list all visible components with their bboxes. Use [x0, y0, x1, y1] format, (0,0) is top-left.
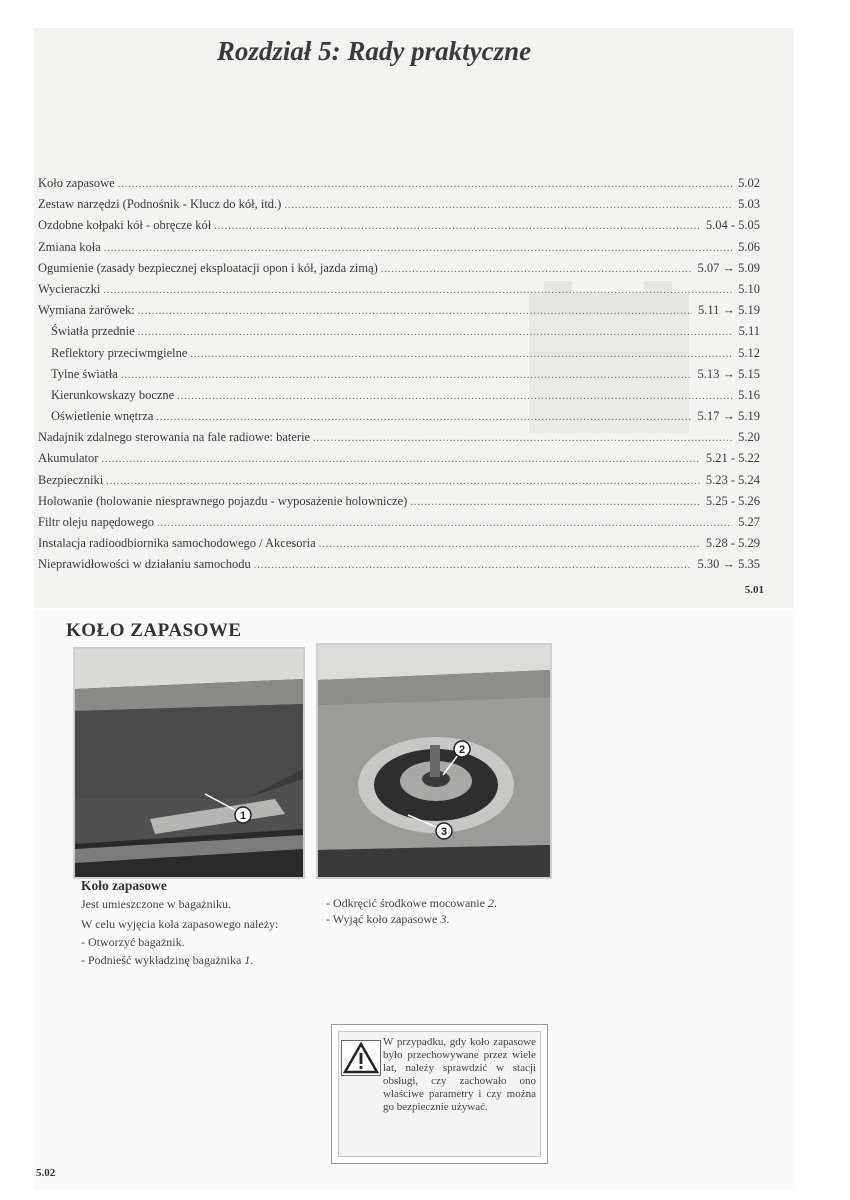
toc-entry-label: Nieprawidłowości w działaniu samochodu	[38, 557, 251, 572]
callout-3-label: 3	[440, 826, 448, 838]
chapter-title: Rozdział 5: Rady praktyczne	[216, 36, 532, 66]
toc-leader-dots	[313, 433, 732, 444]
toc-leader-dots	[157, 518, 732, 529]
toc-entry-page: 5.13 → 5.15	[697, 366, 760, 381]
toc-entry	[38, 367, 760, 388]
toc-entry-page: 5.25 - 5.26	[705, 493, 760, 508]
toc-leader-dots	[214, 221, 700, 232]
toc-leader-dots	[138, 327, 733, 338]
toc-entry-label: Wymiana żarówek:	[38, 303, 135, 318]
ref-number: 1	[244, 953, 251, 967]
text-line: - Otworzyć bagażnik.	[81, 935, 185, 949]
toc-entry-label: Światła przednie	[51, 324, 135, 339]
toc-entry	[38, 197, 760, 218]
toc-entry-label: Wycieraczki	[38, 281, 101, 296]
toc-entry-page: 5.06	[738, 239, 760, 254]
toc-entry-page: 5.10	[738, 281, 760, 296]
toc-entry	[38, 324, 760, 345]
toc-leader-dots	[118, 179, 732, 190]
page-5-01	[34, 28, 794, 608]
toc-entry-label: Bezpieczniki	[38, 472, 104, 487]
toc-entry-label: Kierunkowskazy boczne	[51, 387, 175, 402]
toc-entry	[38, 282, 760, 303]
toc-leader-dots	[138, 306, 692, 317]
toc-entry-page: 5.16	[738, 387, 760, 402]
page-number: 5.02	[36, 1167, 56, 1179]
text-line: Jest umieszczone w bagażniku.	[81, 897, 231, 911]
toc-leader-dots	[156, 412, 691, 423]
callout-1-label: 1	[239, 810, 247, 822]
toc-entry-page: 5.11	[738, 324, 760, 339]
toc-leader-dots	[106, 476, 700, 487]
toc-entry	[38, 473, 760, 494]
toc-entry-page: 5.28 - 5.29	[705, 536, 760, 551]
toc-entry-page: 5.12	[738, 345, 760, 360]
toc-leader-dots	[254, 560, 692, 571]
toc-entry	[38, 176, 760, 197]
toc-leader-dots	[101, 454, 699, 465]
toc-entry-label: Holowanie (holowanie niesprawnego pojazdu - wyposażenie holownicze)	[38, 493, 408, 508]
trunk-photo-floor-covering	[73, 647, 305, 879]
trunk-photo-spare-wheel	[316, 643, 552, 879]
toc-entry	[38, 346, 760, 367]
toc-entry	[38, 218, 760, 239]
toc-entry-page: 5.11 → 5.19	[697, 303, 760, 318]
toc-entry-label: Reflektory przeciwmgielne	[51, 345, 188, 360]
toc-leader-dots	[121, 370, 692, 381]
toc-entry-page: 5.02	[738, 176, 760, 190]
toc-leader-dots	[104, 243, 732, 254]
toc-entry	[38, 261, 760, 282]
ref-number: 2	[487, 896, 494, 910]
subhead-spare-wheel: Koło zapasowe	[81, 878, 167, 893]
toc-leader-dots	[177, 391, 732, 402]
toc-leader-dots	[190, 349, 732, 360]
toc-entry	[38, 409, 760, 430]
instructions-left	[81, 896, 321, 970]
toc-entry	[38, 303, 760, 324]
toc-entry-label: Koło zapasowe	[38, 176, 115, 190]
toc-leader-dots	[103, 285, 732, 296]
toc-entry	[38, 515, 760, 536]
toc-entry-label: Oświetlenie wnętrza	[51, 409, 154, 424]
section-title: KOŁO ZAPASOWE	[66, 620, 242, 641]
text-line: - Wyjąć koło zapasowe 3.	[326, 912, 450, 926]
toc-entry-label: Nadajnik zdalnego sterowania na fale radiowe: baterie	[38, 430, 311, 445]
toc-leader-dots	[381, 264, 692, 275]
page-5-02	[34, 610, 794, 1190]
toc-entry-page: 5.04 - 5.05	[705, 218, 760, 233]
toc-entry-label: Ogumienie (zasady bezpiecznej eksploatacji opon i kół, jazda zimą)	[38, 260, 378, 275]
toc-entry	[38, 388, 760, 409]
toc-leader-dots	[410, 497, 700, 508]
toc-leader-dots	[319, 539, 700, 550]
toc-entry	[38, 451, 760, 472]
toc-entry-label: Ozdobne kołpaki kół - obręcze kół	[38, 218, 212, 233]
table-of-contents	[38, 176, 760, 579]
toc-entry	[38, 557, 760, 578]
toc-entry	[38, 494, 760, 515]
toc-entry-page: 5.03	[738, 197, 760, 212]
toc-entry-label: Zmiana koła	[38, 239, 101, 254]
toc-entry-label: Filtr oleju napędowego	[38, 515, 154, 529]
toc-leader-dots	[284, 200, 732, 211]
toc-entry-label: Instalacja radioodbiornika samochodowego / Akcesoria	[38, 536, 316, 551]
instructions-right	[326, 895, 556, 927]
toc-entry-page: 5.07 → 5.09	[697, 260, 760, 275]
toc-entry-page: 5.20	[738, 430, 760, 445]
toc-entry-page: 5.17 → 5.19	[697, 409, 760, 424]
page-number: 5.01	[744, 584, 764, 596]
warning-box	[331, 1024, 548, 1164]
warning-text: W przypadku, gdy koło zapasowe było przechowywane przez wiele lat, należy sprawdzić w stacji obsługi, czy zachowało ono właściwe parametry i czy można go bezpiecznie używać.	[383, 1036, 536, 1113]
toc-entry-label: Tylne światła	[51, 366, 118, 381]
toc-entry-page: 5.21 - 5.22	[705, 451, 760, 466]
toc-entry-page: 5.23 - 5.24	[705, 472, 760, 487]
toc-entry	[38, 430, 760, 451]
toc-entry-page: 5.27	[738, 515, 760, 529]
warning-triangle-icon	[341, 1040, 381, 1076]
toc-entry	[38, 240, 760, 261]
toc-entry	[38, 536, 760, 557]
ref-number: 3	[440, 912, 447, 926]
callout-2-label: 2	[458, 744, 466, 756]
text-line: - Odkręcić środkowe mocowanie 2.	[326, 896, 497, 910]
toc-entry-label: Zestaw narzędzi (Podnośnik - Klucz do kół, itd.)	[38, 197, 282, 212]
text-line: W celu wyjęcia koła zapasowego należy:	[81, 917, 279, 931]
toc-entry-page: 5.30 → 5.35	[697, 557, 760, 572]
text-line: - Podnieść wykładzinę bagażnika 1.	[81, 953, 254, 967]
toc-entry-label: Akumulator	[38, 451, 99, 466]
